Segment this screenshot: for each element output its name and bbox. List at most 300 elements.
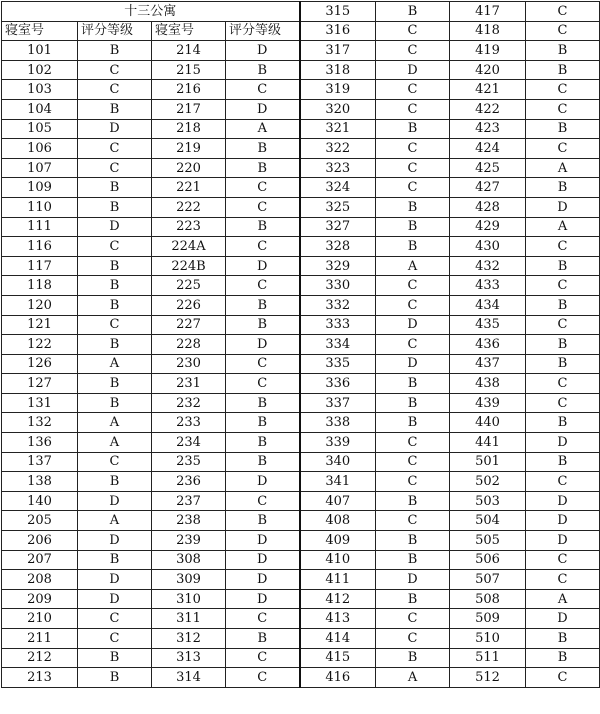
rating-cell: C xyxy=(376,452,450,472)
room-number-cell: 226 xyxy=(152,295,226,315)
rating-cell: B xyxy=(226,139,300,159)
room-number-cell: 220 xyxy=(152,158,226,178)
room-number-cell: 227 xyxy=(152,315,226,335)
room-number-cell: 509 xyxy=(450,609,526,629)
table-row xyxy=(2,335,600,355)
rating-cell: B xyxy=(78,295,152,315)
room-number-cell: 506 xyxy=(450,550,526,570)
room-number-cell: 318 xyxy=(300,60,376,80)
room-number-cell: 104 xyxy=(2,99,78,119)
room-number-cell: 238 xyxy=(152,511,226,531)
room-number-cell: 224B xyxy=(152,256,226,276)
room-number-cell: 103 xyxy=(2,80,78,100)
table-row xyxy=(2,276,600,296)
rating-cell: D xyxy=(526,609,600,629)
table-row xyxy=(2,452,600,472)
room-number-cell: 328 xyxy=(300,237,376,257)
rating-cell: C xyxy=(526,139,600,159)
rating-cell: D xyxy=(526,491,600,511)
rating-cell: C xyxy=(376,609,450,629)
rating-cell: D xyxy=(526,531,600,551)
rating-cell: B xyxy=(376,2,450,22)
room-number-cell: 338 xyxy=(300,413,376,433)
rating-cell: B xyxy=(226,452,300,472)
rating-cell: C xyxy=(226,276,300,296)
room-number-cell: 314 xyxy=(152,668,226,688)
room-number-cell: 429 xyxy=(450,217,526,237)
table-row xyxy=(2,354,600,374)
rating-cell: B xyxy=(526,354,600,374)
room-number-cell: 122 xyxy=(2,335,78,355)
room-number-cell: 236 xyxy=(152,472,226,492)
table-row xyxy=(2,99,600,119)
room-number-cell: 311 xyxy=(152,609,226,629)
room-number-cell: 116 xyxy=(2,237,78,257)
rating-cell: C xyxy=(78,315,152,335)
table-row xyxy=(2,629,600,649)
rating-cell: B xyxy=(226,158,300,178)
room-number-cell: 501 xyxy=(450,452,526,472)
rating-cell: C xyxy=(226,668,300,688)
room-number-cell: 138 xyxy=(2,472,78,492)
table-row xyxy=(2,237,600,257)
rating-cell: C xyxy=(226,197,300,217)
rating-cell: B xyxy=(526,60,600,80)
room-number-cell: 413 xyxy=(300,609,376,629)
rating-cell: D xyxy=(226,41,300,61)
table-row xyxy=(2,609,600,629)
rating-cell: C xyxy=(526,99,600,119)
rating-cell: A xyxy=(78,433,152,453)
rating-cell: A xyxy=(526,217,600,237)
room-number-cell: 428 xyxy=(450,197,526,217)
room-number-cell: 435 xyxy=(450,315,526,335)
rating-cell: B xyxy=(376,531,450,551)
rating-cell: C xyxy=(78,60,152,80)
rating-cell: D xyxy=(376,570,450,590)
room-number-cell: 239 xyxy=(152,531,226,551)
rating-cell: C xyxy=(526,80,600,100)
room-number-cell: 219 xyxy=(152,139,226,159)
table-row xyxy=(2,433,600,453)
room-number-cell: 502 xyxy=(450,472,526,492)
room-number-cell: 324 xyxy=(300,178,376,198)
rating-cell: D xyxy=(526,197,600,217)
rating-cell: B xyxy=(78,41,152,61)
room-number-cell: 430 xyxy=(450,237,526,257)
rating-cell: C xyxy=(376,433,450,453)
rating-cell: D xyxy=(376,60,450,80)
rating-cell: C xyxy=(376,472,450,492)
rating-cell: B xyxy=(376,237,450,257)
room-number-cell: 111 xyxy=(2,217,78,237)
rating-cell: C xyxy=(526,315,600,335)
rating-cell: D xyxy=(226,472,300,492)
rating-cell: A xyxy=(376,256,450,276)
table-row xyxy=(2,295,600,315)
room-number-cell: 131 xyxy=(2,393,78,413)
room-number-cell: 205 xyxy=(2,511,78,531)
rating-cell: B xyxy=(376,119,450,139)
room-number-cell: 209 xyxy=(2,589,78,609)
rating-cell: D xyxy=(226,570,300,590)
room-number-cell: 223 xyxy=(152,217,226,237)
room-number-cell: 140 xyxy=(2,491,78,511)
rating-cell: D xyxy=(78,570,152,590)
rating-cell: C xyxy=(376,335,450,355)
room-number-cell: 434 xyxy=(450,295,526,315)
room-number-cell: 423 xyxy=(450,119,526,139)
table-row xyxy=(2,393,600,413)
rating-cell: C xyxy=(526,21,600,41)
rating-cell: D xyxy=(226,550,300,570)
room-number-cell: 210 xyxy=(2,609,78,629)
rating-cell: A xyxy=(78,413,152,433)
room-number-cell: 433 xyxy=(450,276,526,296)
room-number-cell: 312 xyxy=(152,629,226,649)
room-number-cell: 439 xyxy=(450,393,526,413)
rating-cell: C xyxy=(226,237,300,257)
room-number-cell: 222 xyxy=(152,197,226,217)
rating-cell: B xyxy=(78,178,152,198)
rating-cell: B xyxy=(78,256,152,276)
rating-cell: C xyxy=(526,472,600,492)
table-row xyxy=(2,139,600,159)
room-number-cell: 329 xyxy=(300,256,376,276)
room-number-cell: 118 xyxy=(2,276,78,296)
rating-cell: B xyxy=(526,41,600,61)
room-number-cell: 319 xyxy=(300,80,376,100)
table-row xyxy=(2,197,600,217)
rating-header: 评分等级 xyxy=(226,21,300,41)
rating-cell: C xyxy=(376,99,450,119)
room-number-cell: 218 xyxy=(152,119,226,139)
rating-cell: D xyxy=(226,335,300,355)
room-number-cell: 440 xyxy=(450,413,526,433)
table-row xyxy=(2,60,600,80)
room-number-cell: 102 xyxy=(2,60,78,80)
rating-cell: B xyxy=(526,648,600,668)
room-number-cell: 341 xyxy=(300,472,376,492)
rating-cell: C xyxy=(78,452,152,472)
rating-cell: B xyxy=(226,60,300,80)
rating-cell: B xyxy=(526,452,600,472)
table-row xyxy=(2,472,600,492)
room-number-cell: 510 xyxy=(450,629,526,649)
room-number-cell: 503 xyxy=(450,491,526,511)
rating-cell: D xyxy=(226,531,300,551)
room-number-cell: 417 xyxy=(450,2,526,22)
room-number-cell: 416 xyxy=(300,668,376,688)
room-number-cell: 211 xyxy=(2,629,78,649)
room-number-cell: 313 xyxy=(152,648,226,668)
rating-cell: A xyxy=(78,511,152,531)
rating-cell: C xyxy=(226,491,300,511)
rating-cell: C xyxy=(226,80,300,100)
room-number-cell: 117 xyxy=(2,256,78,276)
rating-cell: B xyxy=(226,295,300,315)
rating-cell: B xyxy=(526,178,600,198)
room-number-header: 寝室号 xyxy=(152,21,226,41)
room-number-cell: 407 xyxy=(300,491,376,511)
table-row xyxy=(2,119,600,139)
rating-cell: B xyxy=(78,276,152,296)
rating-cell: D xyxy=(226,99,300,119)
rating-cell: B xyxy=(526,335,600,355)
room-number-cell: 109 xyxy=(2,178,78,198)
room-number-cell: 316 xyxy=(300,21,376,41)
rating-header: 评分等级 xyxy=(78,21,152,41)
room-number-cell: 421 xyxy=(450,80,526,100)
rating-cell: C xyxy=(226,354,300,374)
table-row xyxy=(2,570,600,590)
rating-cell: B xyxy=(376,413,450,433)
rating-cell: D xyxy=(376,315,450,335)
table-row xyxy=(2,21,600,41)
rating-cell: D xyxy=(78,491,152,511)
room-number-cell: 422 xyxy=(450,99,526,119)
room-number-cell: 420 xyxy=(450,60,526,80)
rating-cell: B xyxy=(226,217,300,237)
rating-cell: C xyxy=(376,21,450,41)
room-number-cell: 235 xyxy=(152,452,226,472)
room-number-cell: 436 xyxy=(450,335,526,355)
room-number-cell: 432 xyxy=(450,256,526,276)
table-row xyxy=(2,256,600,276)
rating-cell: B xyxy=(78,374,152,394)
dormitory-rating-table xyxy=(1,1,600,688)
rating-cell: B xyxy=(376,374,450,394)
rating-cell: A xyxy=(78,354,152,374)
rating-cell: C xyxy=(78,629,152,649)
room-number-cell: 225 xyxy=(152,276,226,296)
rating-cell: B xyxy=(78,648,152,668)
room-number-cell: 412 xyxy=(300,589,376,609)
room-number-cell: 110 xyxy=(2,197,78,217)
rating-cell: C xyxy=(78,609,152,629)
table-row xyxy=(2,511,600,531)
table-row xyxy=(2,374,600,394)
table-title: 十三公寓 xyxy=(2,2,300,22)
rating-cell: B xyxy=(78,335,152,355)
room-number-cell: 333 xyxy=(300,315,376,335)
rating-cell: B xyxy=(78,197,152,217)
room-number-cell: 216 xyxy=(152,80,226,100)
room-number-cell: 336 xyxy=(300,374,376,394)
room-number-cell: 126 xyxy=(2,354,78,374)
rating-cell: B xyxy=(526,629,600,649)
room-number-cell: 105 xyxy=(2,119,78,139)
rating-cell: B xyxy=(526,256,600,276)
room-number-cell: 441 xyxy=(450,433,526,453)
rating-cell: C xyxy=(526,550,600,570)
table-row xyxy=(2,589,600,609)
rating-cell: C xyxy=(376,158,450,178)
room-number-cell: 409 xyxy=(300,531,376,551)
room-number-cell: 206 xyxy=(2,531,78,551)
rating-cell: B xyxy=(78,668,152,688)
rating-cell: B xyxy=(526,119,600,139)
room-number-cell: 332 xyxy=(300,295,376,315)
room-number-cell: 415 xyxy=(300,648,376,668)
rating-cell: D xyxy=(226,589,300,609)
table-row xyxy=(2,413,600,433)
rating-cell: B xyxy=(226,413,300,433)
room-number-cell: 339 xyxy=(300,433,376,453)
room-number-cell: 323 xyxy=(300,158,376,178)
table-row xyxy=(2,491,600,511)
table-row xyxy=(2,80,600,100)
room-number-cell: 511 xyxy=(450,648,526,668)
rating-cell: B xyxy=(376,217,450,237)
rating-cell: B xyxy=(376,491,450,511)
rating-cell: D xyxy=(78,217,152,237)
rating-cell: D xyxy=(376,354,450,374)
table-row xyxy=(2,178,600,198)
rating-cell: D xyxy=(78,589,152,609)
rating-cell: C xyxy=(376,276,450,296)
table-row xyxy=(2,550,600,570)
table-body xyxy=(2,2,600,688)
room-number-cell: 308 xyxy=(152,550,226,570)
rating-cell: C xyxy=(78,139,152,159)
rating-cell: D xyxy=(526,511,600,531)
room-number-header: 寝室号 xyxy=(2,21,78,41)
rating-cell: A xyxy=(376,668,450,688)
rating-cell: B xyxy=(226,629,300,649)
room-number-cell: 322 xyxy=(300,139,376,159)
room-number-cell: 414 xyxy=(300,629,376,649)
rating-cell: C xyxy=(376,295,450,315)
room-number-cell: 232 xyxy=(152,393,226,413)
rating-cell: C xyxy=(526,237,600,257)
table-row xyxy=(2,668,600,688)
table-row xyxy=(2,2,600,22)
room-number-cell: 424 xyxy=(450,139,526,159)
rating-cell: B xyxy=(526,295,600,315)
rating-cell: C xyxy=(526,393,600,413)
room-number-cell: 228 xyxy=(152,335,226,355)
room-number-cell: 106 xyxy=(2,139,78,159)
rating-cell: D xyxy=(78,531,152,551)
room-number-cell: 427 xyxy=(450,178,526,198)
rating-cell: B xyxy=(78,393,152,413)
room-number-cell: 321 xyxy=(300,119,376,139)
room-number-cell: 327 xyxy=(300,217,376,237)
rating-cell: C xyxy=(526,276,600,296)
room-number-cell: 101 xyxy=(2,41,78,61)
rating-cell: B xyxy=(226,433,300,453)
room-number-cell: 419 xyxy=(450,41,526,61)
table-row xyxy=(2,648,600,668)
room-number-cell: 207 xyxy=(2,550,78,570)
room-number-cell: 335 xyxy=(300,354,376,374)
room-number-cell: 231 xyxy=(152,374,226,394)
rating-cell: C xyxy=(78,237,152,257)
rating-cell: C xyxy=(526,374,600,394)
room-number-cell: 132 xyxy=(2,413,78,433)
rating-cell: C xyxy=(376,41,450,61)
rating-cell: B xyxy=(376,393,450,413)
rating-cell: B xyxy=(226,315,300,335)
room-number-cell: 507 xyxy=(450,570,526,590)
rating-cell: B xyxy=(226,511,300,531)
room-number-cell: 121 xyxy=(2,315,78,335)
rating-cell: B xyxy=(376,550,450,570)
rating-cell: C xyxy=(376,511,450,531)
rating-cell: C xyxy=(376,139,450,159)
table-row xyxy=(2,217,600,237)
room-number-cell: 325 xyxy=(300,197,376,217)
room-number-cell: 214 xyxy=(152,41,226,61)
room-number-cell: 317 xyxy=(300,41,376,61)
rating-cell: A xyxy=(526,158,600,178)
room-number-cell: 215 xyxy=(152,60,226,80)
room-number-cell: 237 xyxy=(152,491,226,511)
room-number-cell: 410 xyxy=(300,550,376,570)
rating-cell: B xyxy=(526,413,600,433)
table-row xyxy=(2,41,600,61)
room-number-cell: 310 xyxy=(152,589,226,609)
room-number-cell: 120 xyxy=(2,295,78,315)
rating-cell: C xyxy=(376,629,450,649)
room-number-cell: 213 xyxy=(2,668,78,688)
room-number-cell: 425 xyxy=(450,158,526,178)
room-number-cell: 233 xyxy=(152,413,226,433)
room-number-cell: 340 xyxy=(300,452,376,472)
room-number-cell: 224A xyxy=(152,237,226,257)
table-row xyxy=(2,531,600,551)
rating-cell: A xyxy=(526,589,600,609)
table-row xyxy=(2,158,600,178)
rating-cell: D xyxy=(78,119,152,139)
room-number-cell: 505 xyxy=(450,531,526,551)
rating-cell: C xyxy=(376,80,450,100)
rating-cell: C xyxy=(226,178,300,198)
rating-cell: C xyxy=(526,2,600,22)
room-number-cell: 408 xyxy=(300,511,376,531)
room-number-cell: 330 xyxy=(300,276,376,296)
rating-cell: A xyxy=(226,119,300,139)
rating-cell: D xyxy=(226,256,300,276)
rating-cell: B xyxy=(78,550,152,570)
table-row xyxy=(2,315,600,335)
rating-cell: B xyxy=(226,393,300,413)
room-number-cell: 334 xyxy=(300,335,376,355)
rating-cell: C xyxy=(78,158,152,178)
room-number-cell: 504 xyxy=(450,511,526,531)
rating-cell: C xyxy=(78,80,152,100)
rating-cell: C xyxy=(376,178,450,198)
room-number-cell: 230 xyxy=(152,354,226,374)
room-number-cell: 136 xyxy=(2,433,78,453)
room-number-cell: 212 xyxy=(2,648,78,668)
rating-cell: B xyxy=(376,589,450,609)
room-number-cell: 411 xyxy=(300,570,376,590)
rating-cell: B xyxy=(78,99,152,119)
rating-cell: B xyxy=(376,648,450,668)
room-number-cell: 137 xyxy=(2,452,78,472)
room-number-cell: 221 xyxy=(152,178,226,198)
rating-cell: B xyxy=(78,472,152,492)
room-number-cell: 127 xyxy=(2,374,78,394)
room-number-cell: 234 xyxy=(152,433,226,453)
room-number-cell: 418 xyxy=(450,21,526,41)
rating-cell: C xyxy=(226,648,300,668)
room-number-cell: 217 xyxy=(152,99,226,119)
rating-cell: C xyxy=(526,668,600,688)
room-number-cell: 438 xyxy=(450,374,526,394)
